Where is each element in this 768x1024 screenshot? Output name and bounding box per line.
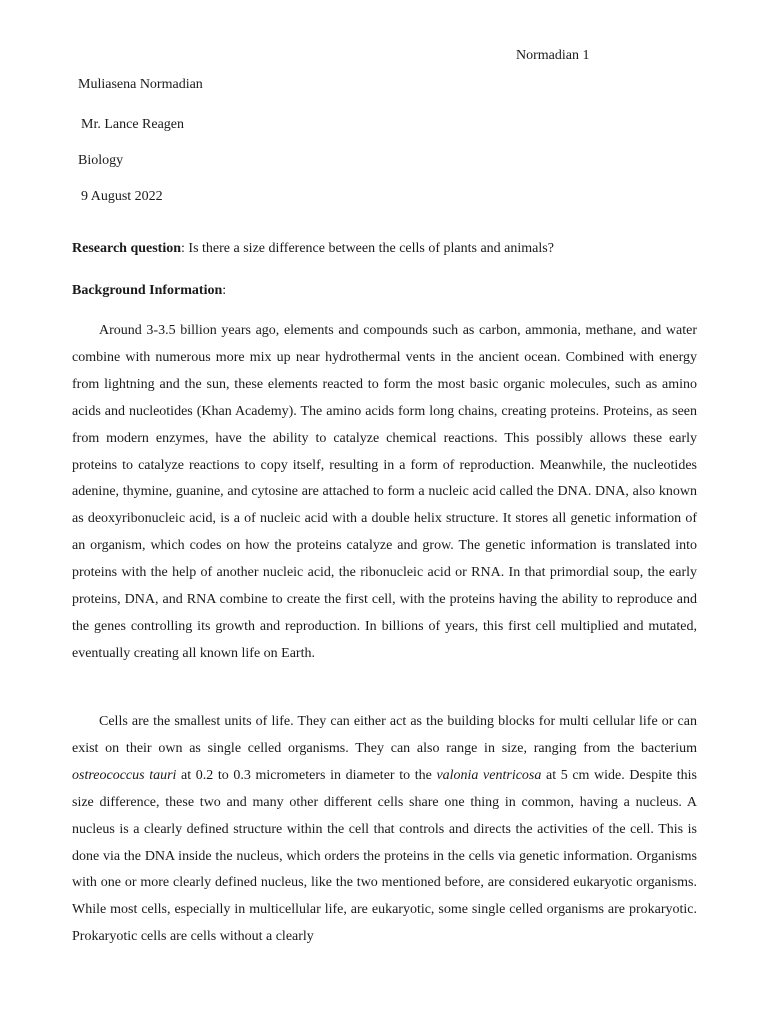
- species-valonia: valonia ventricosa: [436, 767, 542, 783]
- research-question-label: Research question: [72, 241, 182, 256]
- research-question: [72, 240, 554, 258]
- research-question-text: : Is there a size difference between the cells of plants and animals?: [181, 241, 554, 256]
- species-ostreococcus: ostreococcus tauri: [72, 767, 177, 783]
- background-label: Background Information: [72, 283, 223, 298]
- paragraph-2: [72, 709, 697, 951]
- date: 9 August 2022: [81, 189, 163, 204]
- paragraph-1: Around 3-3.5 billion years ago, elements and compounds such as carbon, ammonia, methane, and water combine with numerous more mix up near hydrothermal vents in the ancient ocean. Combined with energy from lightning and the sun, these elements reacted to form the most basic organic molecules, such as amino acids and nucleotides (Khan Academy). The amino acids form long chains, creating proteins. Proteins, as seen from modern enzymes, have the ability to catalyze chemical reactions. This possibly allows these early proteins to catalyze reactions to copy itself, resulting in a form of reproduction. Meanwhile, the nucleotides adenine, thymine, guanine, and cytosine are attached to form a nucleic acid called the DNA. DNA, also known as deoxyribonucleic acid, is a of nucleic acid with a double helix structure. It stores all genetic information of an organism, which codes on how the proteins catalyze and grow. The genetic information is translated into proteins with the help of another nucleic acid, the ribonucleic acid or RNA. In that primordial soup, the early proteins, DNA, and RNA combine to create the first cell, with the proteins having the ability to reproduce and the genes controlling its growth and reproduction. In billions of years, this first cell multiplied and mutated, eventually creating all known life on Earth.: [72, 323, 697, 661]
- subject-name: Biology: [78, 153, 124, 168]
- paragraph-2-part-3: at 5 cm wide. Despite this size difference, these two and many other different cells share one thing in common, having a nucleus. A nucleus is a clearly defined structure within the cell that controls and directs the activities of the cell. This is done via the DNA inside the nucleus, which orders the proteins in the cells via genetic information. Organisms with one or more clearly defined nucleus, like the two mentioned before, are considered eukaryotic organisms. While most cells, especially in multicellular life, are eukaryotic, some single celled organisms are prokaryotic. Prokaryotic cells are cells without a clearly: [72, 767, 697, 945]
- teacher-name: Mr. Lance Reagen: [81, 117, 185, 132]
- paragraph-2-part-2: at 0.2 to 0.3 micrometers in diameter to the: [176, 767, 437, 783]
- background-suffix: :: [222, 283, 227, 298]
- background-heading: [72, 282, 226, 300]
- page-header-number: Normadian 1: [516, 48, 590, 63]
- paragraph-2-part-1: Cells are the smallest units of life. They can either act as the building blocks for multi cellular life or can exist on their own as single celled organisms. They can also range in size, ranging from the bacterium: [72, 714, 697, 756]
- student-name: Muliasena Normadian: [78, 77, 203, 92]
